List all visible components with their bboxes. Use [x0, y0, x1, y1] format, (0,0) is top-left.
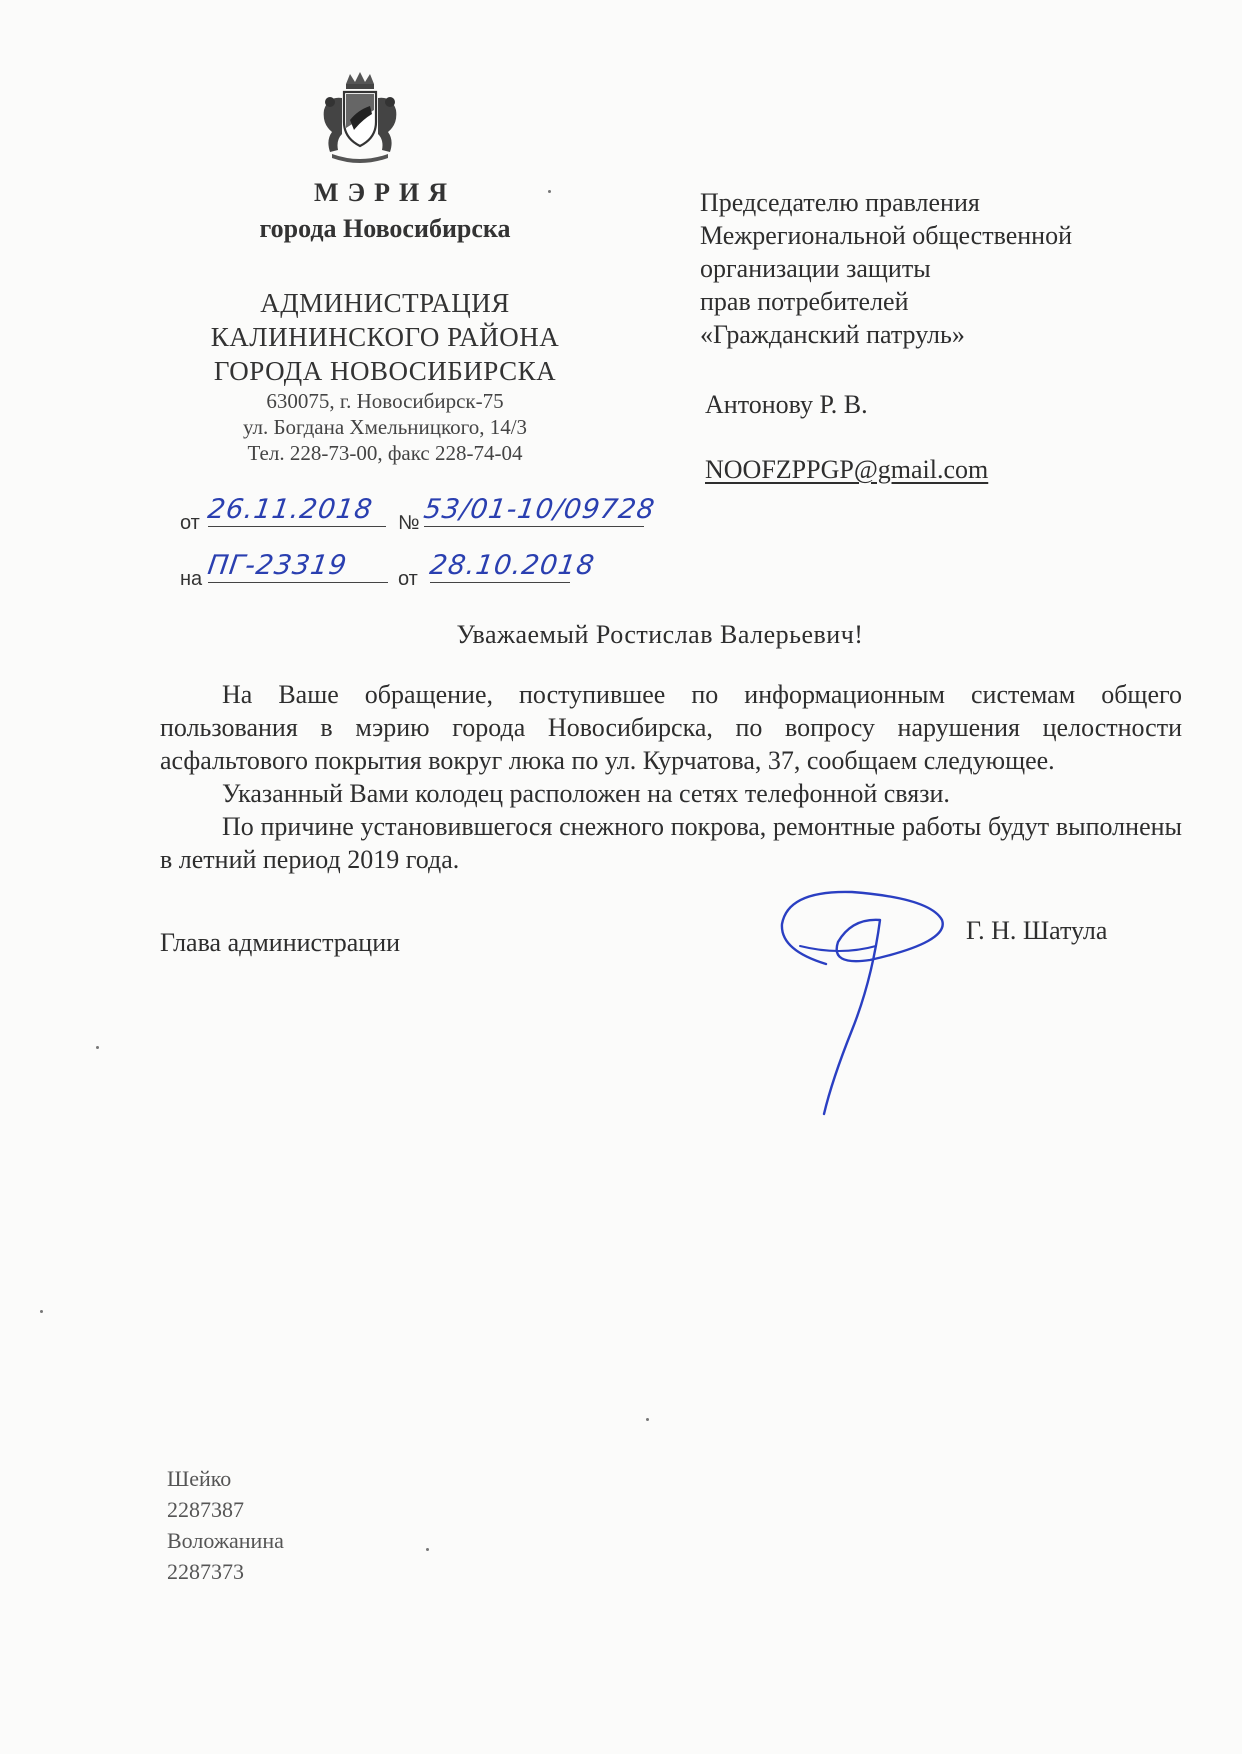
executors-block [167, 1463, 284, 1587]
reference-date-value: 28.10.2018 [427, 550, 597, 581]
recipient-block [700, 186, 1200, 351]
scan-speck [426, 1548, 429, 1551]
executor-name: Шейко [167, 1466, 232, 1491]
administration-block [160, 286, 610, 466]
admin-line: КАЛИНИНСКОГО РАЙОНА [210, 322, 560, 352]
reference-date-field [427, 550, 597, 583]
recipient-name: Антонову Р. В. [705, 390, 868, 419]
scan-speck [646, 1418, 649, 1421]
recipient-line: Председателю правления [700, 188, 980, 217]
salutation: Уважаемый Ростислав Валерьевич! [456, 620, 864, 649]
date-label: от [180, 512, 200, 534]
scan-speck [548, 190, 551, 193]
reference-date-label: от [398, 568, 418, 590]
org-title: МЭРИЯ [313, 178, 457, 207]
recipient-line: прав потребителей [700, 287, 909, 316]
scan-speck [40, 1310, 43, 1313]
recipient-line: организации защиты [700, 254, 931, 283]
body-paragraph: На Ваше обращение, поступившее по информационным системам общего пользования в мэрию города Новосибирска, по вопросу нарушения целостности асфальтового покрытия вокруг люка по ул. Курчатова, 37, сообщаем следующее. [160, 680, 1182, 775]
admin-line: ГОРОДА НОВОСИБИРСКА [213, 356, 557, 386]
signatory-title: Глава администрации [160, 928, 401, 957]
coat-of-arms-icon [310, 70, 410, 170]
reference-label: на [180, 568, 203, 590]
scan-speck [96, 1046, 99, 1049]
executor-phone: 2287373 [167, 1559, 244, 1584]
address-line: ул. Богдана Хмельницкого, 14/3 [242, 415, 528, 439]
handwritten-signature [760, 880, 960, 1120]
letter-body [160, 678, 1182, 876]
address-line: 630075, г. Новосибирск-75 [266, 389, 504, 413]
number-field [421, 494, 658, 527]
reference-field [205, 550, 388, 583]
recipient-line: Межрегиональной общественной [700, 221, 1072, 250]
recipient-email: NOOFZPPGP@gmail.com [705, 455, 989, 484]
signatory-name: Г. Н. Шатула [966, 916, 1108, 945]
date-value: 26.11.2018 [205, 494, 375, 525]
reference-value: ПГ-23319 [205, 550, 350, 581]
body-paragraph: Указанный Вами колодец расположен на сетях телефонной связи. [222, 779, 950, 808]
number-value: 53/01-10/09728 [421, 494, 658, 525]
date-field [205, 494, 386, 527]
body-paragraph: По причине установившегося снежного покрова, ремонтные работы будут выполнены в летний период 2019 года. [160, 812, 1182, 874]
address-line: Тел. 228-73-00, факс 228-74-04 [247, 441, 523, 465]
admin-line: АДМИНИСТРАЦИЯ [260, 288, 510, 318]
executor-name: Воложанина [167, 1528, 284, 1553]
org-city: города Новосибирска [259, 214, 511, 243]
number-label: № [398, 512, 420, 534]
recipient-line: «Гражданский патруль» [700, 320, 965, 349]
executor-phone: 2287387 [167, 1497, 244, 1522]
